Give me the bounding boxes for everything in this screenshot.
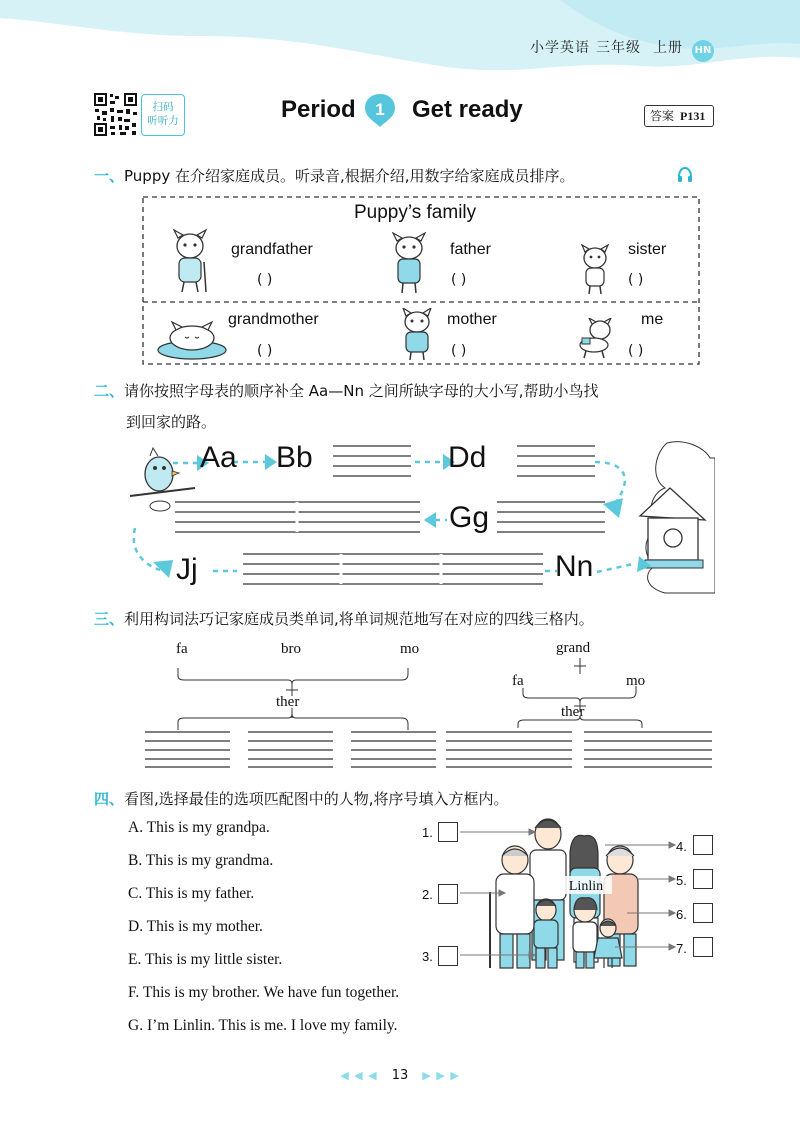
answer-page: P131	[680, 109, 706, 123]
section1-text: Puppy 在介绍家庭成员。听录音,根据介绍,用数字给家庭成员排序。	[124, 167, 575, 185]
letter-Bb: Bb	[276, 441, 313, 474]
dog-grandfather-picture	[170, 228, 210, 296]
box-number-2: 2.	[422, 887, 433, 902]
letter-Aa: Aa	[200, 441, 237, 474]
member-blank-sister[interactable]: ( )	[628, 272, 644, 288]
picture-pointer-lines	[455, 820, 685, 970]
title-get-ready: Get ready	[412, 96, 523, 123]
answer-box-3[interactable]	[438, 946, 458, 966]
qr-listen-label[interactable]	[141, 94, 185, 136]
box-number-6: 6.	[676, 907, 687, 922]
footer-right-arrows: ▶ ▶ ▶	[422, 1069, 460, 1082]
answer-box-2[interactable]	[438, 884, 458, 904]
option-a: A. This is my grandpa.	[128, 819, 270, 836]
box-number-7: 7.	[676, 941, 687, 956]
qr-label-line2: 听听力	[147, 115, 179, 127]
dog-grandmother-picture	[156, 314, 228, 360]
letter-Gg: Gg	[449, 501, 490, 534]
dog-mother-picture	[398, 308, 436, 362]
answer-box-7[interactable]	[693, 937, 713, 957]
section3-number: 三、	[94, 610, 125, 628]
answer-reference	[644, 105, 714, 127]
prefix-bro: bro	[281, 641, 301, 657]
answer-box-6[interactable]	[693, 903, 713, 923]
answer-box-1[interactable]	[438, 822, 458, 842]
linlin-label: Linlin	[568, 879, 604, 894]
letter-Jj: Jj	[176, 553, 198, 586]
suffix-ther-left: ther	[276, 694, 300, 710]
section1-number: 一、	[94, 167, 125, 185]
hn-badge: HN	[692, 40, 714, 62]
option-b: B. This is my grandma.	[128, 852, 274, 869]
option-f: F. This is my brother. We have fun together.	[128, 984, 400, 1001]
answer-box-4[interactable]	[693, 835, 713, 855]
prefix-grand: grand	[556, 640, 591, 656]
member-label-sister: sister	[628, 241, 667, 258]
qr-label-line1: 扫码	[152, 101, 174, 113]
section1-instruction	[94, 165, 575, 186]
box-number-1: 1.	[422, 825, 433, 840]
period-number: 1	[375, 100, 385, 119]
section3-instruction	[94, 608, 594, 629]
prefix-fa-right: fa	[512, 673, 524, 689]
member-label-grandfather: grandfather	[231, 241, 313, 258]
member-blank-mother[interactable]: ( )	[451, 343, 467, 359]
section2-instruction-line1	[94, 380, 599, 401]
dog-father-picture	[390, 232, 428, 296]
option-d: D. This is my mother.	[128, 918, 263, 935]
option-g: G. I’m Linlin. This is me. I love my family.	[128, 1017, 398, 1034]
section4-number: 四、	[94, 790, 125, 808]
header-grade: 三年级	[596, 40, 641, 56]
box-number-4: 4.	[676, 839, 687, 854]
member-blank-me[interactable]: ( )	[628, 343, 644, 359]
member-label-father: father	[450, 241, 491, 258]
family-box-title: Puppy’s family	[354, 202, 477, 223]
box-number-5: 5.	[676, 873, 687, 888]
answer-label: 答案	[650, 109, 675, 123]
member-blank-grandfather[interactable]: ( )	[257, 272, 273, 288]
section4-text: 看图,选择最佳的选项匹配图中的人物,将序号填入方框内。	[124, 790, 509, 808]
prefix-mo-right: mo	[626, 673, 646, 689]
dog-sister-picture	[578, 244, 612, 296]
page-number: 13	[391, 1068, 409, 1083]
qr-code-icon[interactable]	[93, 92, 138, 137]
member-label-mother: mother	[447, 311, 497, 328]
answer-box-5[interactable]	[693, 869, 713, 889]
box-number-3: 3.	[422, 949, 433, 964]
footer-left-arrows: ◀ ◀ ◀	[340, 1069, 378, 1082]
member-blank-grandmother[interactable]: ( )	[257, 343, 273, 359]
prefix-mo-left: mo	[400, 641, 420, 657]
option-e: E. This is my little sister.	[128, 951, 283, 968]
period-number-badge	[363, 92, 397, 128]
word-formation-diagram	[140, 640, 720, 775]
letter-Nn: Nn	[555, 550, 594, 583]
bird-house-picture	[640, 442, 715, 593]
letter-Dd: Dd	[448, 441, 487, 474]
section2-instruction-line2: 到回家的路。	[126, 413, 217, 431]
prefix-fa-left: fa	[176, 641, 188, 657]
section4-instruction	[94, 788, 509, 809]
headphones-icon[interactable]	[676, 166, 694, 184]
dog-me-picture	[576, 318, 616, 360]
section3-text: 利用构词法巧记家庭成员类单词,将单词规范地写在对应的四线三格内。	[124, 610, 594, 628]
option-c: C. This is my father.	[128, 885, 255, 902]
title-period: Period	[281, 96, 356, 123]
header-volume: 上册	[653, 40, 683, 56]
section2-number: 二、	[94, 382, 125, 400]
member-blank-father[interactable]: ( )	[451, 272, 467, 288]
member-label-me: me	[641, 311, 664, 328]
section2-text: 请你按照字母表的顺序补全 Aa—Nn 之间所缺字母的大小写,帮助小鸟找	[124, 382, 599, 400]
header-subject: 小学英语	[530, 40, 590, 56]
suffix-ther-right: ther	[561, 704, 585, 720]
page-footer	[0, 1068, 800, 1083]
member-label-grandmother: grandmother	[228, 311, 319, 328]
